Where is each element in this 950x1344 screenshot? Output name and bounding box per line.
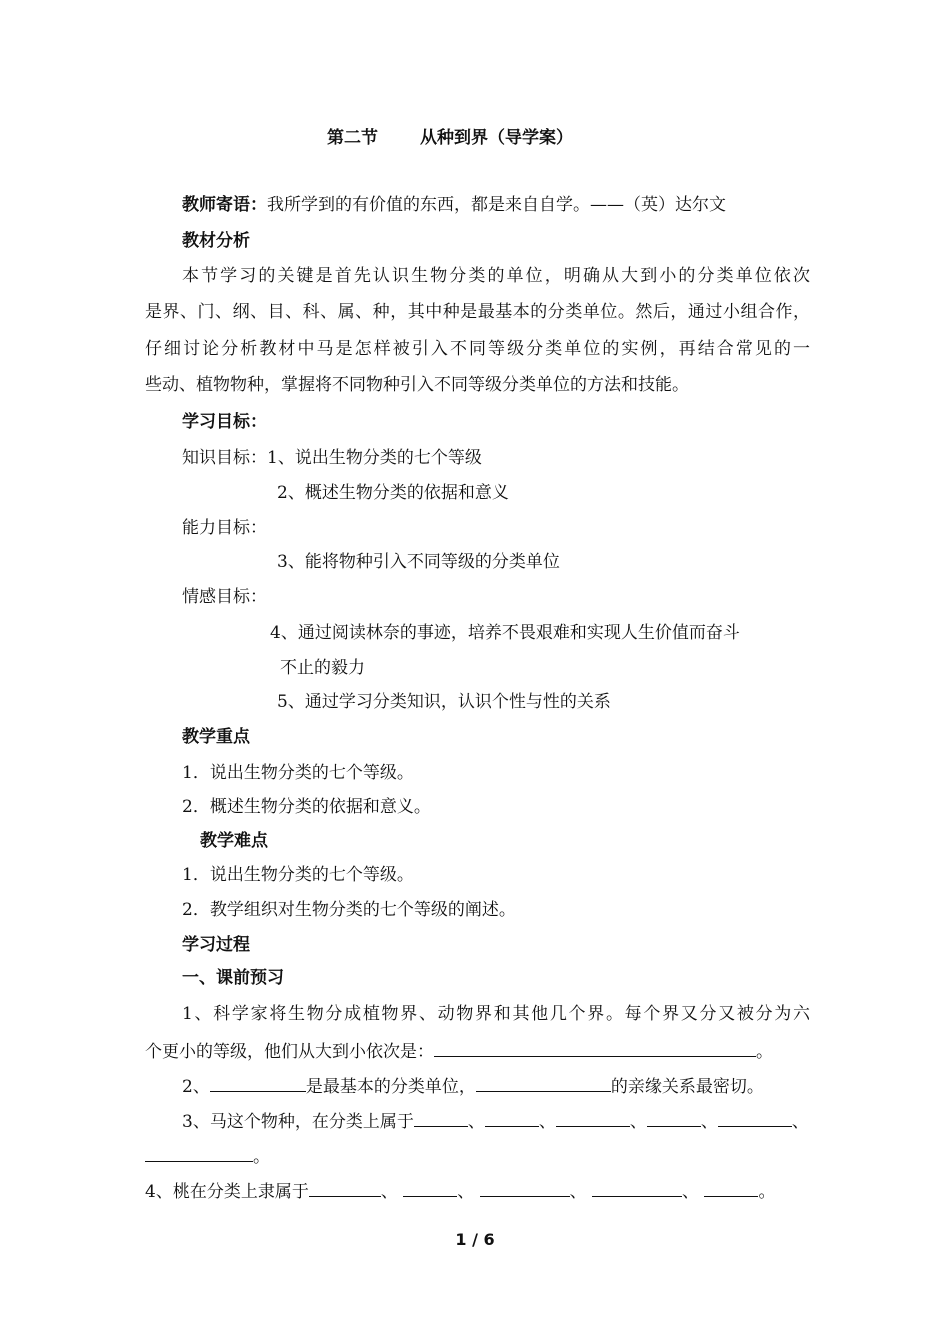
key-point-1: 1．说出生物分类的七个等级。: [182, 763, 414, 783]
heading-process: 学习过程: [182, 935, 250, 955]
answer-blank[interactable]: [647, 1108, 701, 1127]
knowledge-goal-2: 2、概述生物分类的依据和意义: [277, 483, 509, 503]
emotion-goal-5: 5、通过学习分类知识，认识个性与性的关系: [277, 692, 611, 712]
question-3-line2: 。: [145, 1143, 810, 1169]
heading-material-analysis: 教材分析: [182, 231, 250, 251]
difficulty-2: 2．教学组织对生物分类的七个等级的阐述。: [182, 900, 516, 920]
answer-blank[interactable]: [476, 1073, 611, 1092]
page-title: [327, 126, 727, 150]
ability-goal-3: 3、能将物种引入不同等级的分类单位: [277, 552, 560, 572]
emotion-goal-4-line1: 4、通过阅读林奈的事迹，培养不畏艰难和实现人生价值而奋斗: [270, 623, 740, 643]
emotion-goal-4-line2: 不止的毅力: [280, 658, 365, 678]
material-line-2: 是界、门、纲、目、科、属、种，其中种是最基本的分类单位。然后，通过小组合作，: [145, 302, 810, 322]
knowledge-item-1: 1、说出生物分类的七个等级: [267, 448, 482, 468]
answer-blank[interactable]: [485, 1108, 539, 1127]
question-1-line2: [145, 1038, 810, 1064]
q1-end: 。: [756, 1042, 773, 1062]
question-2: [182, 1073, 847, 1099]
q2-middle: 是最基本的分类单位，: [305, 1077, 476, 1097]
q2-prefix: 2、: [182, 1077, 210, 1097]
q1-text: 个更小的等级，他们从大到小依次是：: [145, 1042, 434, 1062]
answer-blank[interactable]: [403, 1178, 457, 1197]
q3-text: 3、马这个物种，在分类上属于: [182, 1112, 414, 1132]
q4-text: 4、桃在分类上隶属于: [145, 1182, 309, 1202]
answer-blank[interactable]: [592, 1178, 682, 1197]
answer-blank[interactable]: [480, 1178, 570, 1197]
answer-blank[interactable]: [704, 1178, 758, 1197]
answer-blank[interactable]: [145, 1143, 253, 1162]
knowledge-goal-1: [182, 446, 847, 470]
answer-blank[interactable]: [434, 1038, 756, 1057]
ability-label: 能力目标：: [182, 518, 267, 538]
question-1-line1: 1、科学家将生物分成植物界、动物界和其他几个界。每个界又分又被分为六: [182, 1004, 810, 1024]
heading-preview: 一、课前预习: [182, 968, 284, 988]
quote-text: 我所学到的有价值的东西，都是来自自学。——（英）达尔文: [267, 195, 726, 215]
knowledge-label: 知识目标：: [182, 448, 267, 468]
page-number: 1 / 6: [455, 1230, 495, 1249]
quote-label: 教师寄语：: [182, 195, 267, 215]
answer-blank[interactable]: [309, 1178, 381, 1197]
material-line-4: 些动、植物物种，掌握将不同物种引入不同等级分类单位的方法和技能。: [145, 375, 689, 395]
emotion-label: 情感目标：: [182, 587, 267, 607]
heading-objectives: 学习目标：: [182, 412, 267, 432]
material-line-3: 仔细讨论分析教材中马是怎样被引入不同等级分类单位的实例，再结合常见的一: [145, 339, 810, 359]
heading-key-points: 教学重点: [182, 727, 250, 747]
question-4: 4、桃在分类上隶属于 、 、 、 、 。: [145, 1178, 810, 1204]
heading-difficulties: 教学难点: [200, 831, 268, 851]
answer-blank[interactable]: [414, 1108, 468, 1127]
answer-blank[interactable]: [210, 1073, 306, 1092]
answer-blank[interactable]: [556, 1108, 630, 1127]
difficulty-1: 1．说出生物分类的七个等级。: [182, 865, 414, 885]
question-3-line1: 3、马这个物种，在分类上属于 、 、 、 、 、: [182, 1108, 847, 1134]
teacher-quote: [182, 193, 812, 217]
section-label: 第二节: [327, 128, 378, 148]
answer-blank[interactable]: [718, 1108, 792, 1127]
key-point-2: 2．概述生物分类的依据和意义。: [182, 797, 431, 817]
material-line-1: 本节学习的关键是首先认识生物分类的单位，明确从大到小的分类单位依次: [182, 266, 810, 286]
title-text: 从种到界（导学案）: [420, 128, 573, 148]
q2-suffix: 的亲缘关系最密切。: [610, 1077, 764, 1097]
